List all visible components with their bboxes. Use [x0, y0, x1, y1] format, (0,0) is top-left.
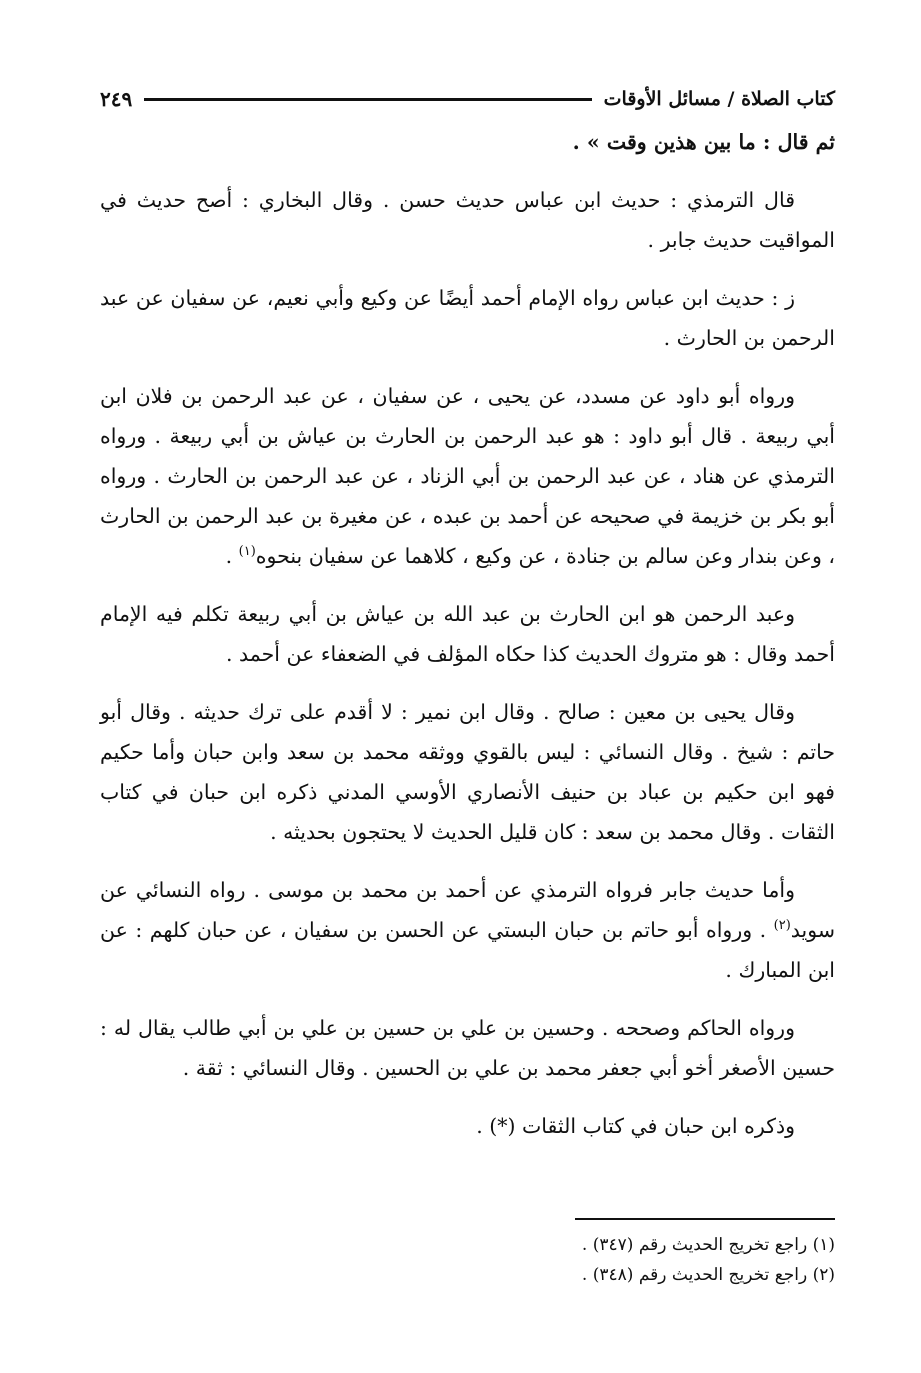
page [100, 0, 835, 1373]
footnotes [100, 1218, 835, 1290]
page-number: ٢٤٩ [100, 87, 133, 111]
header-title: كتاب الصلاة / مسائل الأوقات [603, 88, 835, 110]
main-text [100, 122, 835, 1146]
footnote-2: (٢) راجع تخريج الحديث رقم (٣٤٨) . [581, 1265, 835, 1285]
paragraph-3-end: . [225, 544, 239, 568]
paragraph-1: قال الترمذي : حديث ابن عباس حديث حسن . وقال البخاري : أصح حديث في المواقيت حديث جابر . [100, 188, 835, 252]
header-rule [144, 98, 591, 101]
paragraph-7: ورواه الحاكم وصححه . وحسين بن علي بن حسين بن علي بن أبي طالب يقال له : حسين الأصغر أخو أبي جعفر محمد بن علي بن الحسين . وقال النسائي : ثقة . [100, 1016, 835, 1080]
paragraph-6 [100, 870, 835, 990]
paragraph-0: ثم قال : ما بين هذين وقت » . [572, 130, 835, 154]
paragraph-3-text: ورواه أبو داود عن مسدد، عن يحيى ، عن سفيان ، عن عبد الرحمن بن فلان ابن أبي ربيعة . قال أبو داود : هو عبد الرحمن بن الحارث بن عياش بن أبي ربيعة . ورواه الترمذي عن هناد ، عن عبد الرحمن بن أبي الزناد ، عن عبد الرحمن بن الحارث . ورواه أبو بكر بن خزيمة في صحيحه عن أحمد بن عبده ، عن مغيرة بن عبد الرحمن بن الحارث ، وعن بندار وعن سالم بن جنادة ، عن وكيع ، كلاهما عن سفيان بنحوه [100, 384, 835, 568]
paragraph-6-text-b: . ورواه أبو حاتم بن حبان البستي عن الحسن بن سفيان ، عن حبان كلهم : عن ابن المبارك . [100, 918, 835, 982]
footnote-separator [575, 1218, 835, 1220]
paragraph-8: وذكره ابن حبان في كتاب الثقات (*) . [476, 1114, 795, 1138]
paragraph-4: وعبد الرحمن هو ابن الحارث بن عبد الله بن عياش بن أبي ربيعة تكلم فيه الإمام أحمد وقال : هو متروك الحديث كذا حكاه المؤلف في الضعفاء عن أحمد . [100, 602, 835, 666]
footnote-ref-2: (٢) [773, 918, 791, 934]
paragraph-2: ز : حديث ابن عباس رواه الإمام أحمد أيضًا عن وكيع وأبي نعيم، عن سفيان عن عبد الرحمن بن الحارث . [100, 286, 835, 350]
paragraph-3 [100, 376, 835, 576]
footnote-ref-1: (١) [238, 544, 256, 560]
running-header [100, 84, 835, 114]
paragraph-6-text-a: وأما حديث جابر فرواه الترمذي عن أحمد بن محمد بن موسى . رواه النسائي عن سويد [100, 878, 835, 942]
paragraph-5: وقال يحيى بن معين : صالح . وقال ابن نمير : لا أقدم على ترك حديثه . وقال أبو حاتم : شيخ . وقال النسائي : ليس بالقوي ووثقه محمد بن سعد وابن حبان وأما حكيم فهو ابن حكيم بن عباد بن حنيف الأنصاري الأوسي المدني ذكره ابن حبان في كتاب الثقات . وقال محمد بن سعد : كان قليل الحديث لا يحتجون بحديثه . [100, 700, 835, 844]
footnote-1: (١) راجع تخريج الحديث رقم (٣٤٧) . [581, 1235, 835, 1255]
